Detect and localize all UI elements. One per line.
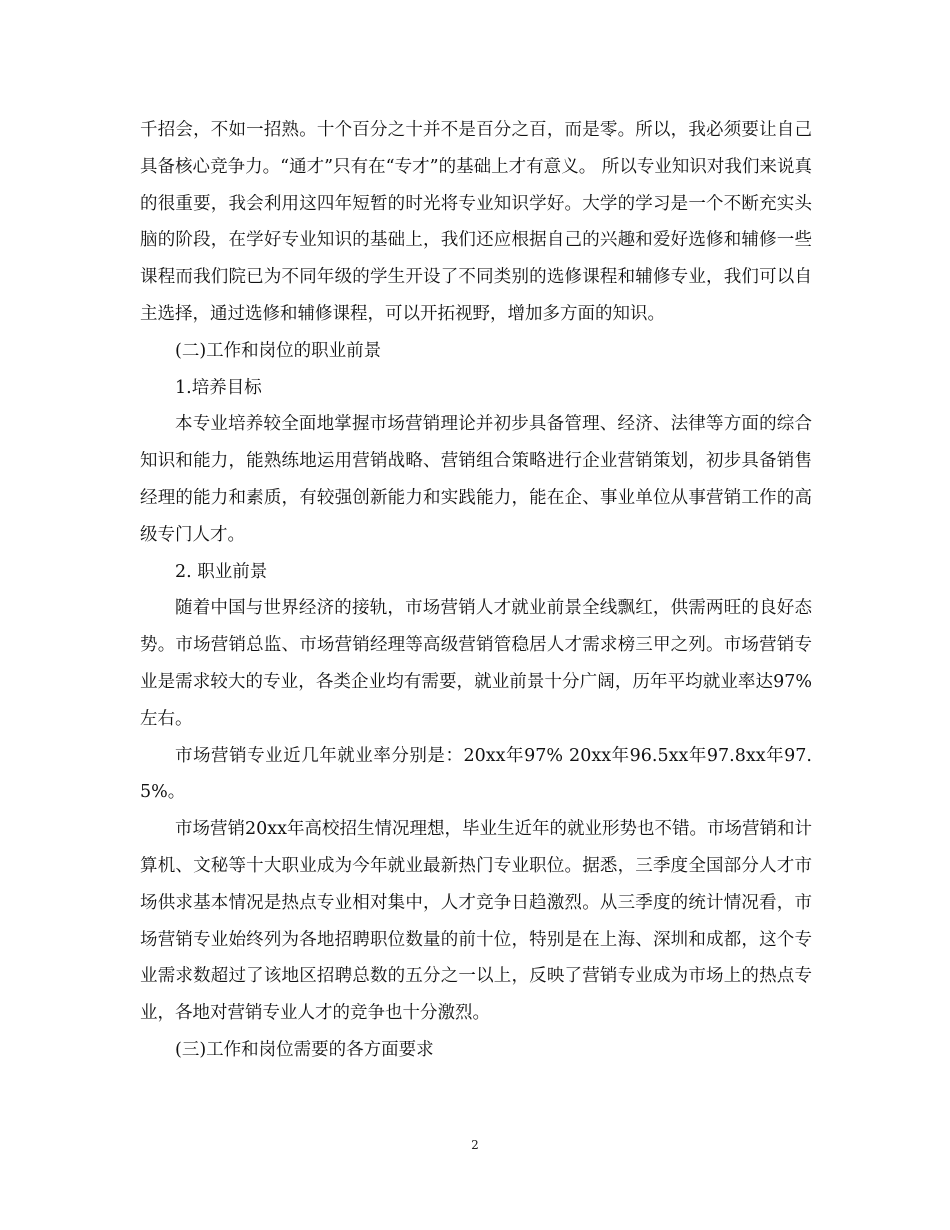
paragraph-employment-rates: 市场营销专业近几年就业率分别是：20xx年97% 20xx年96.5xx年97.8xx年97.5%。 [140, 745, 812, 803]
paragraph-career-outlook: 随着中国与世界经济的接轨，市场营销人才就业前景全线飘红，供需两旺的良好态势。市场营销总监、市场营销经理等高级营销管稳居人才需求榜三甲之列。市场营销专业是需求较大的专业，各类企业均有需要，就业前景十分广阔，历年平均就业率达97%左右。 [140, 598, 812, 729]
section-heading-requirements: (三)工作和岗位需要的各方面要求 [175, 1039, 434, 1060]
page-body [140, 112, 812, 1069]
section-heading-career-prospects: (二)工作和岗位的职业前景 [175, 340, 382, 361]
paragraph-core-competence: 千招会，不如一招熟。十个百分之十并不是百分之百，而是零。所以，我必须要让自己具备核心竞争力。“通才”只有在“专才”的基础上才有意义。 所以专业知识对我们来说真的很重要，我会利用这四年短暂的时光将专业知识学好。大学的学习是一个不断充实头脑的阶段，在学好专业知识的基础上，我们还应根据自己的兴趣和爱好选修和辅修一些课程而我们院已为不同年级的学生开设了不同类别的选修课程和辅修专业，我们可以自主选择，通过选修和辅修课程，可以开拓视野，增加多方面的知识。 [140, 120, 812, 324]
paragraph-hot-majors: 市场营销20xx年高校招生情况理想，毕业生近年的就业形势也不错。市场营销和计算机、文秘等十大职业成为今年就业最新热门专业职位。据悉，三季度全国部分人才市场供求基本情况是热点专业相对集中，人才竞争日趋激烈。从三季度的统计情况看，市场营销专业始终列为各地招聘职位数量的前十位，特别是在上海、深圳和成都，这个专业需求数超过了该地区招聘总数的五分之一以上，反映了营销专业成为市场上的热点专业，各地对营销专业人才的竞争也十分激烈。 [140, 819, 813, 1024]
paragraph-training-goals: 本专业培养较全面地掌握市场营销理论并初步具备管理、经济、法律等方面的综合知识和能力，能熟练地运用营销战略、营销组合策略进行企业营销策划，初步具备销售经理的能力和素质，有较强创新能力和实践能力，能在企、事业单位从事营销工作的高级专门人才。 [140, 414, 812, 545]
subheading-career-outlook: 2. 职业前景 [175, 561, 268, 582]
subheading-training-goals: 1.培养目标 [175, 377, 262, 398]
page-number: 2 [471, 1138, 479, 1152]
